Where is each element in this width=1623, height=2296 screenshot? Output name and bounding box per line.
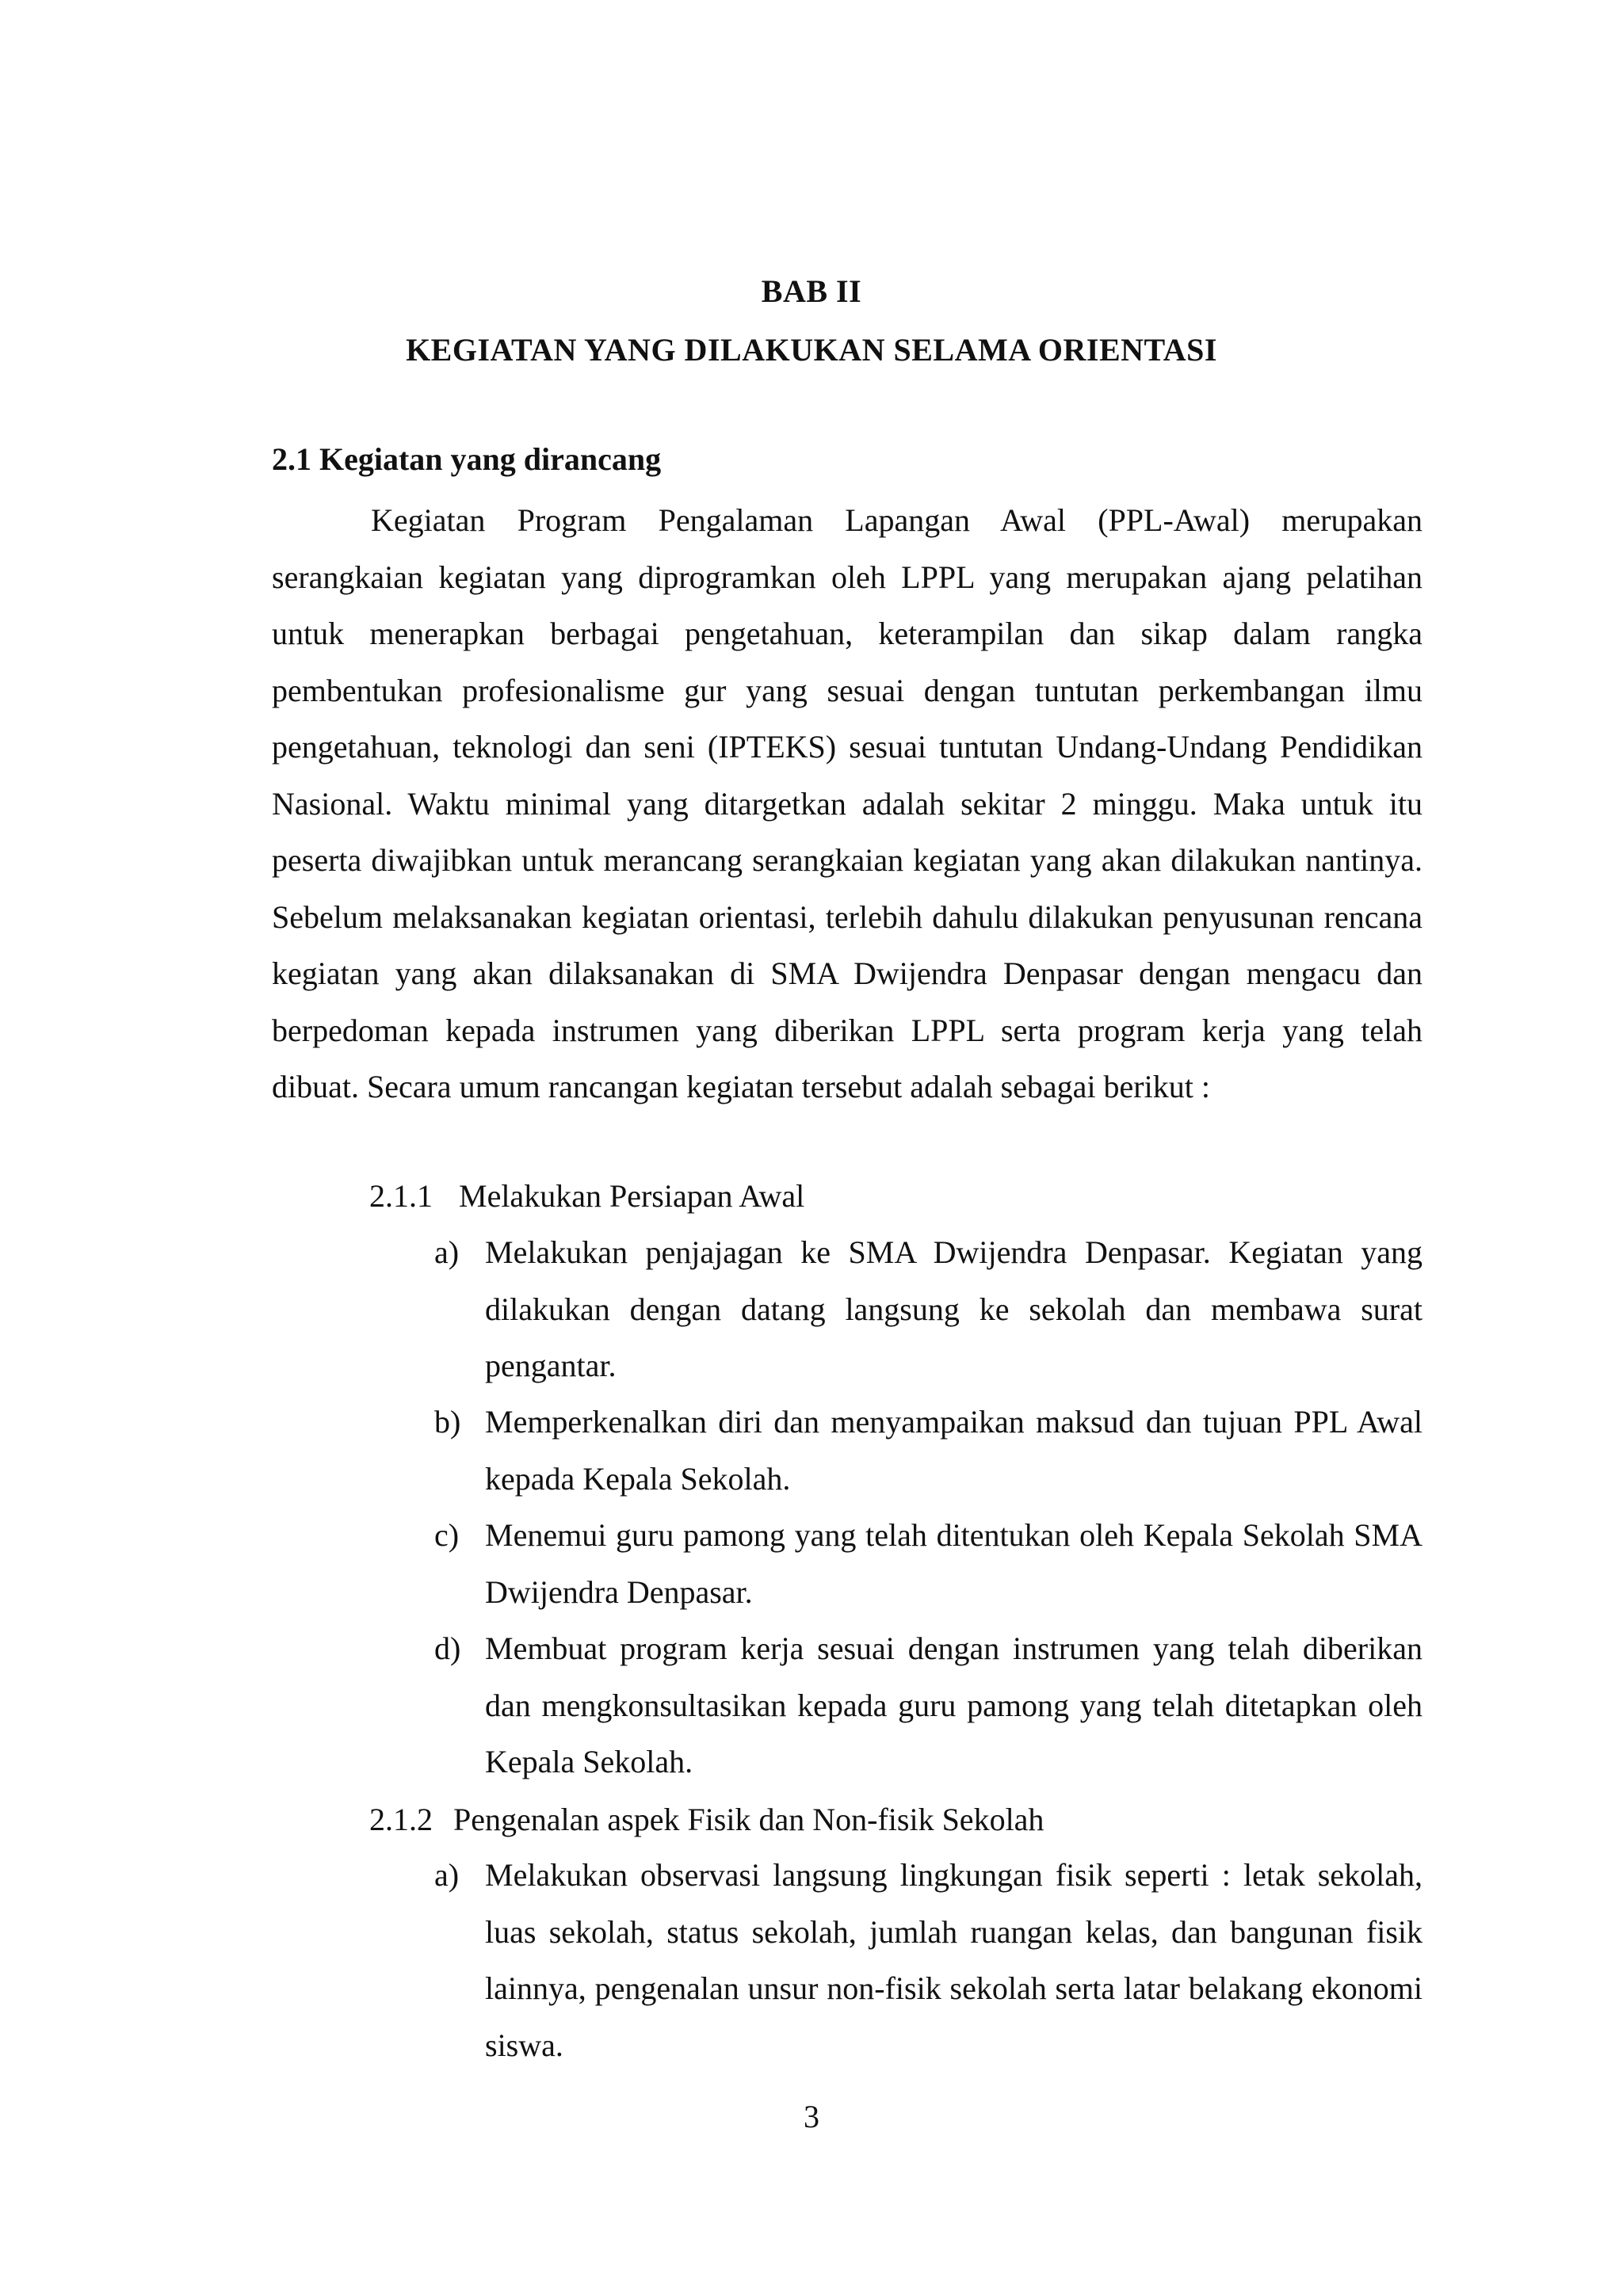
list-item-text: Melakukan observasi langsung lingkungan fisik seperti : letak sekolah, luas sekolah, status sekolah, jumlah ruangan kelas, dan bangunan fisik lainnya, pengenalan unsur non-fisik sekolah serta latar belakang ekonomi siswa.	[485, 1857, 1423, 2063]
list-item	[434, 1620, 1423, 1791]
list-item	[434, 1847, 1423, 2073]
list-item	[434, 1507, 1423, 1620]
list-marker: d)	[434, 1630, 461, 1666]
list-marker: a)	[434, 1857, 460, 1893]
list-marker: a)	[434, 1234, 460, 1270]
section-title: 2.1 Kegiatan yang dirancang	[272, 441, 662, 477]
list-item-text: Melakukan penjajagan ke SMA Dwijendra Denpasar. Kegiatan yang dilakukan dengan datang langsung ke sekolah dan membawa surat pengantar.	[485, 1234, 1423, 1383]
list-marker: b)	[434, 1404, 461, 1440]
subsection-heading	[369, 1177, 804, 1215]
list-item-text: Menemui guru pamong yang telah ditentukan oleh Kepala Sekolah SMA Dwijendra Denpasar.	[485, 1517, 1423, 1610]
subsection-title: Melakukan Persiapan Awal	[459, 1178, 805, 1214]
subsection-number: 2.1.2	[369, 1802, 433, 1837]
subsection-number: 2.1.1	[369, 1178, 433, 1214]
list-marker: c)	[434, 1517, 460, 1553]
list-item-text: Membuat program kerja sesuai dengan instrumen yang telah diberikan dan mengkonsultasikan kepada guru pamong yang telah ditetapkan oleh Kepala Sekolah.	[485, 1630, 1423, 1779]
chapter-title: KEGIATAN YANG DILAKUKAN SELAMA ORIENTASI	[406, 332, 1217, 368]
list-item	[434, 1224, 1423, 1394]
subsection-heading	[369, 1801, 1044, 1839]
section-paragraph: Kegiatan Program Pengalaman Lapangan Awal (PPL-Awal) merupakan serangkaian kegiatan yang diprogramkan oleh LPPL yang merupakan ajang pelatihan untuk menerapkan berbagai pengetahuan, keterampilan dan sikap dalam rangka pembentukan profesionalisme gur yang sesuai dengan tuntutan perkembangan ilmu pengetahuan, teknologi dan seni (IPTEKS) sesuai tuntutan Undang-Undang Pendidikan Nasional. Waktu minimal yang ditargetkan adalah sekitar 2 minggu. Maka untuk itu peserta diwajibkan untuk merancang serangkaian kegiatan yang akan dilakukan nantinya. Sebelum melaksanakan kegiatan orientasi, terlebih dahulu dilakukan penyusunan rencana kegiatan yang akan dilaksanakan di SMA Dwijendra Denpasar dengan mengacu dan berpedoman kepada instrumen yang diberikan LPPL serta program kerja yang telah dibuat. Secara umum rancangan kegiatan tersebut adalah sebagai berikut :	[272, 502, 1423, 1104]
chapter-label: BAB II	[761, 273, 862, 309]
list-item	[434, 1394, 1423, 1507]
list-item-text: Memperkenalkan diri dan menyampaikan maksud dan tujuan PPL Awal kepada Kepala Sekolah.	[485, 1404, 1423, 1497]
page-number: 3	[804, 2099, 819, 2134]
subsection-title: Pengenalan aspek Fisik dan Non-fisik Sekolah	[453, 1802, 1044, 1837]
